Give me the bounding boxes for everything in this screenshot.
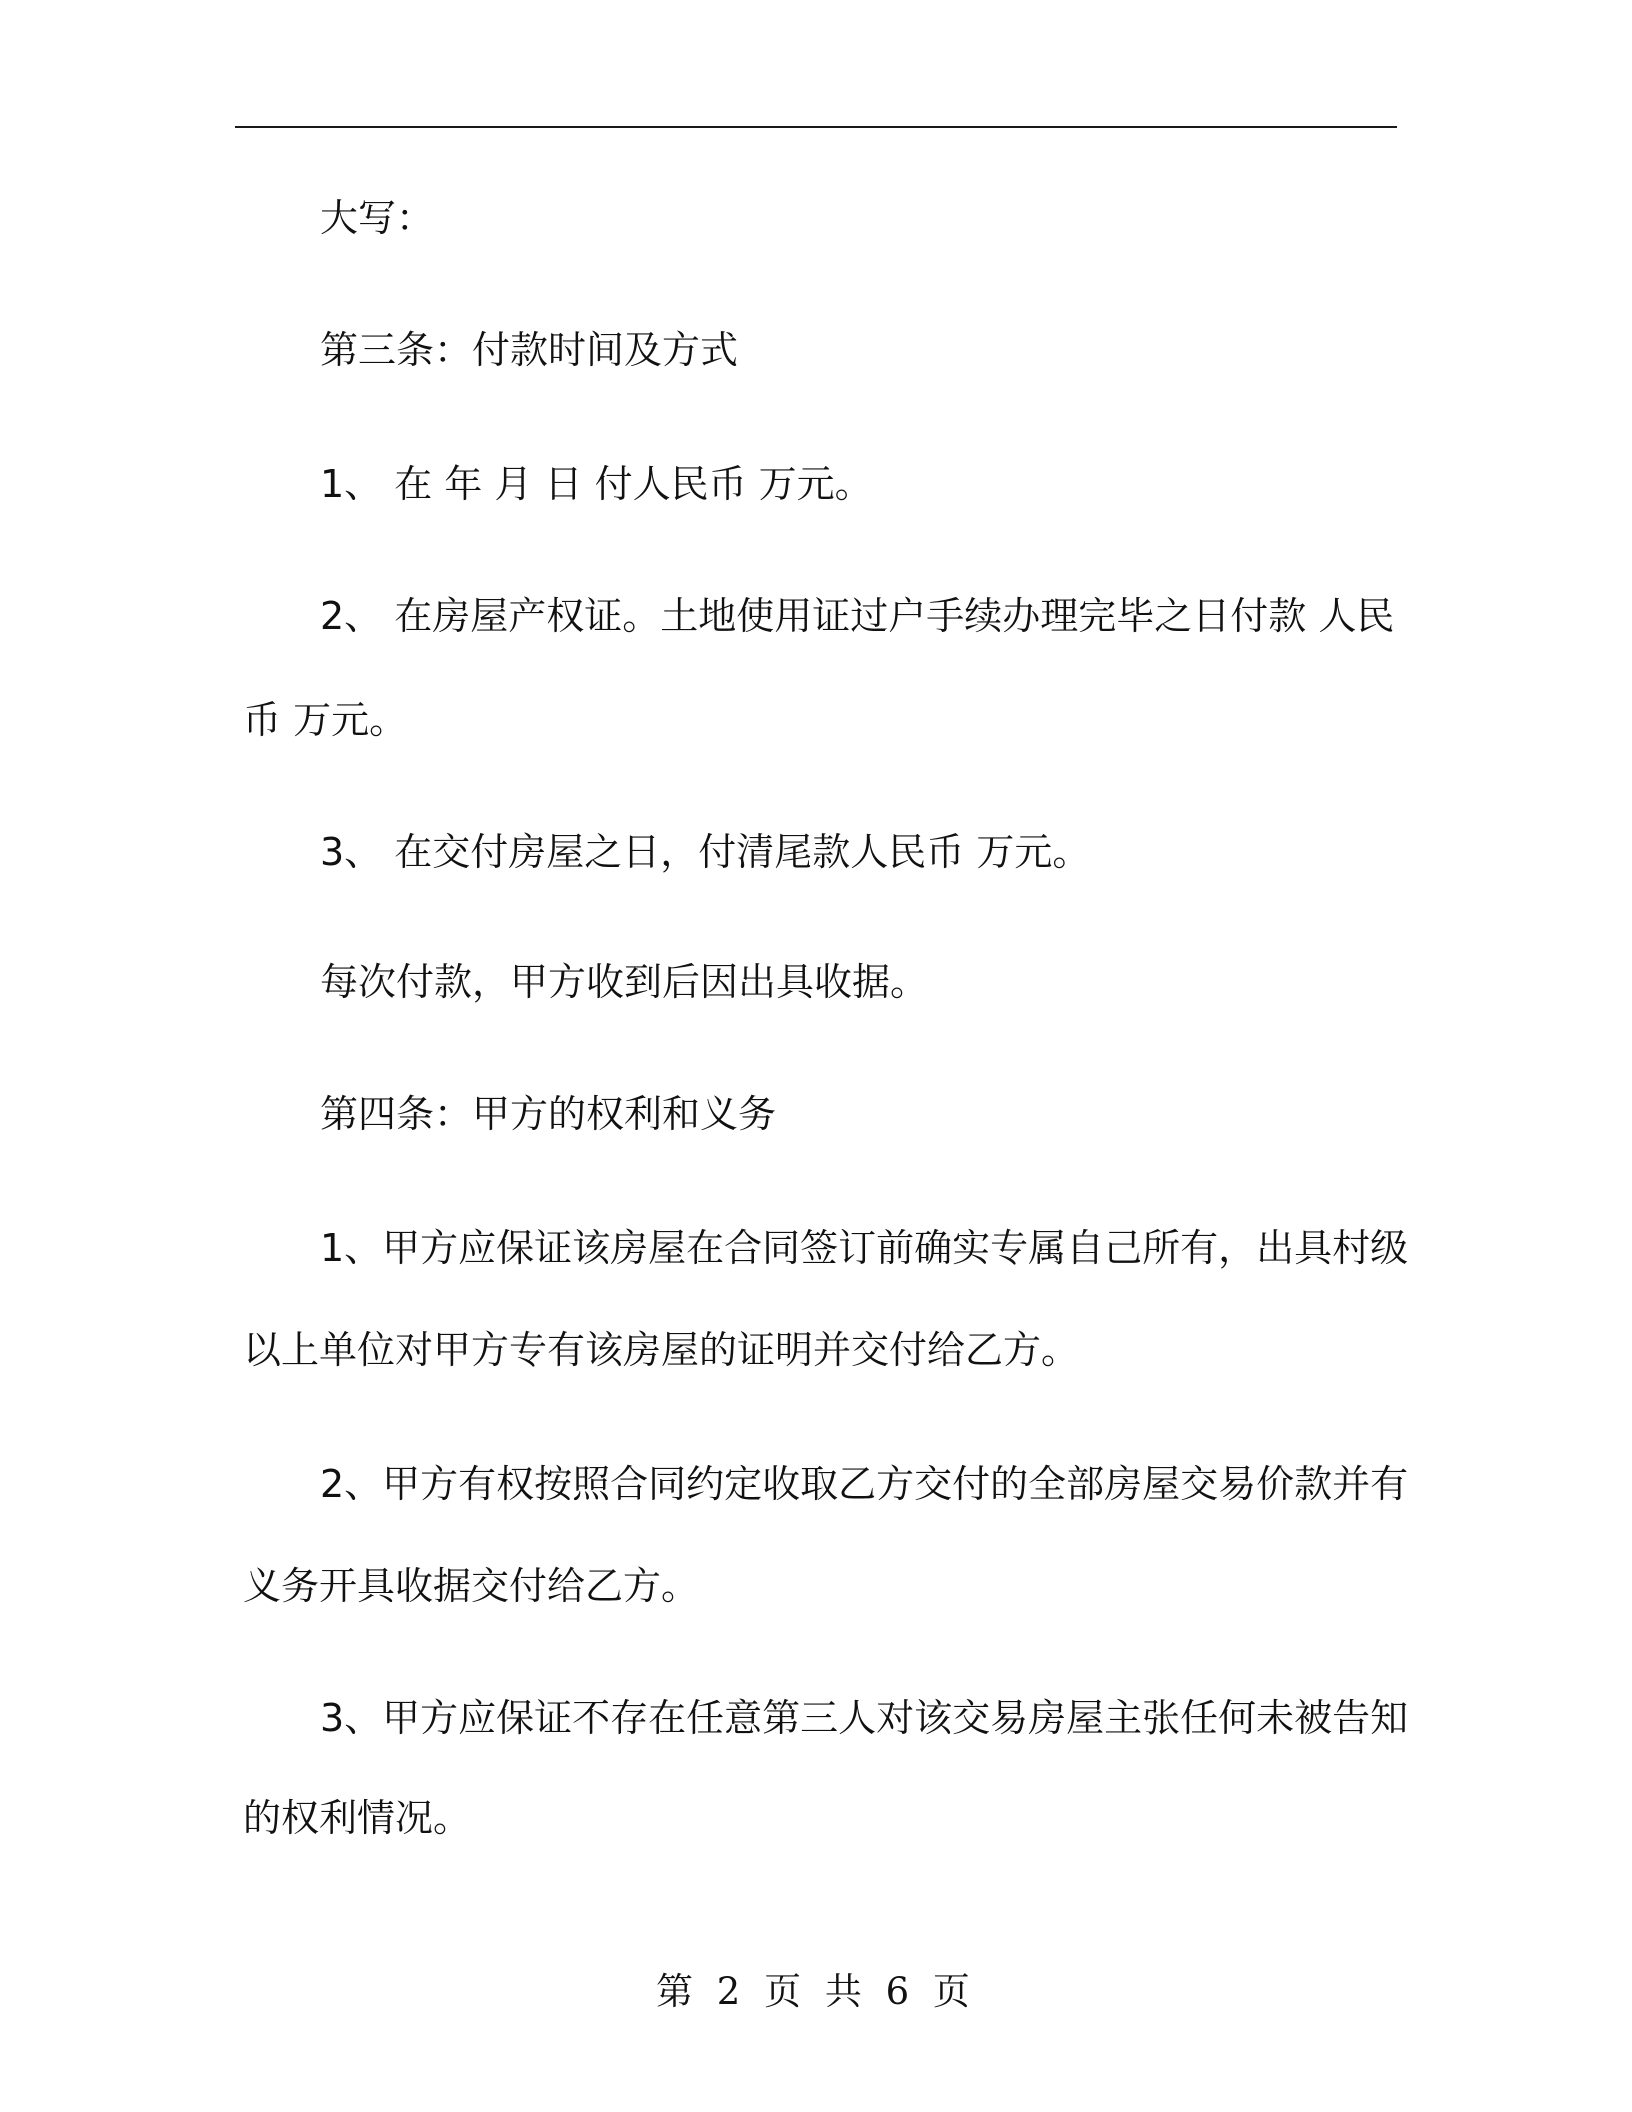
section-heading-3: 第三条：付款时间及方式 <box>320 328 739 372</box>
clause-3-note: 每次付款，甲方收到后因出具收据。 <box>320 960 929 1004</box>
header-rule <box>235 126 1397 128</box>
clause-3-item-2-cont: 币 万元。 <box>243 698 408 742</box>
clause-4-item-3: 3、甲方应保证不存在任意第三人对该交易房屋主张任何未被告知 <box>320 1696 1409 1740</box>
clause-4-item-1: 1、甲方应保证该房屋在合同签订前确实专属自己所有，出具村级 <box>320 1226 1409 1270</box>
clause-3-item-3: 3、 在交付房屋之日，付清尾款人民币 万元。 <box>320 830 1091 874</box>
section-heading-4: 第四条：甲方的权利和义务 <box>320 1092 777 1136</box>
clause-3-item-2: 2、 在房屋产权证。土地使用证过户手续办理完毕之日付款 人民 <box>320 594 1395 638</box>
page-footer: 第 2 页 共 6 页 <box>656 1970 976 2013</box>
clause-4-item-1-cont: 以上单位对甲方专有该房屋的证明并交付给乙方。 <box>243 1328 1080 1372</box>
clause-4-item-2: 2、甲方有权按照合同约定收取乙方交付的全部房屋交易价款并有 <box>320 1462 1409 1506</box>
clause-3-item-1: 1、 在 年 月 日 付人民币 万元。 <box>320 462 873 506</box>
text-line-dax: 大写： <box>320 196 435 240</box>
clause-4-item-3-cont: 的权利情况。 <box>243 1796 472 1840</box>
clause-4-item-2-cont: 义务开具收据交付给乙方。 <box>243 1564 700 1608</box>
